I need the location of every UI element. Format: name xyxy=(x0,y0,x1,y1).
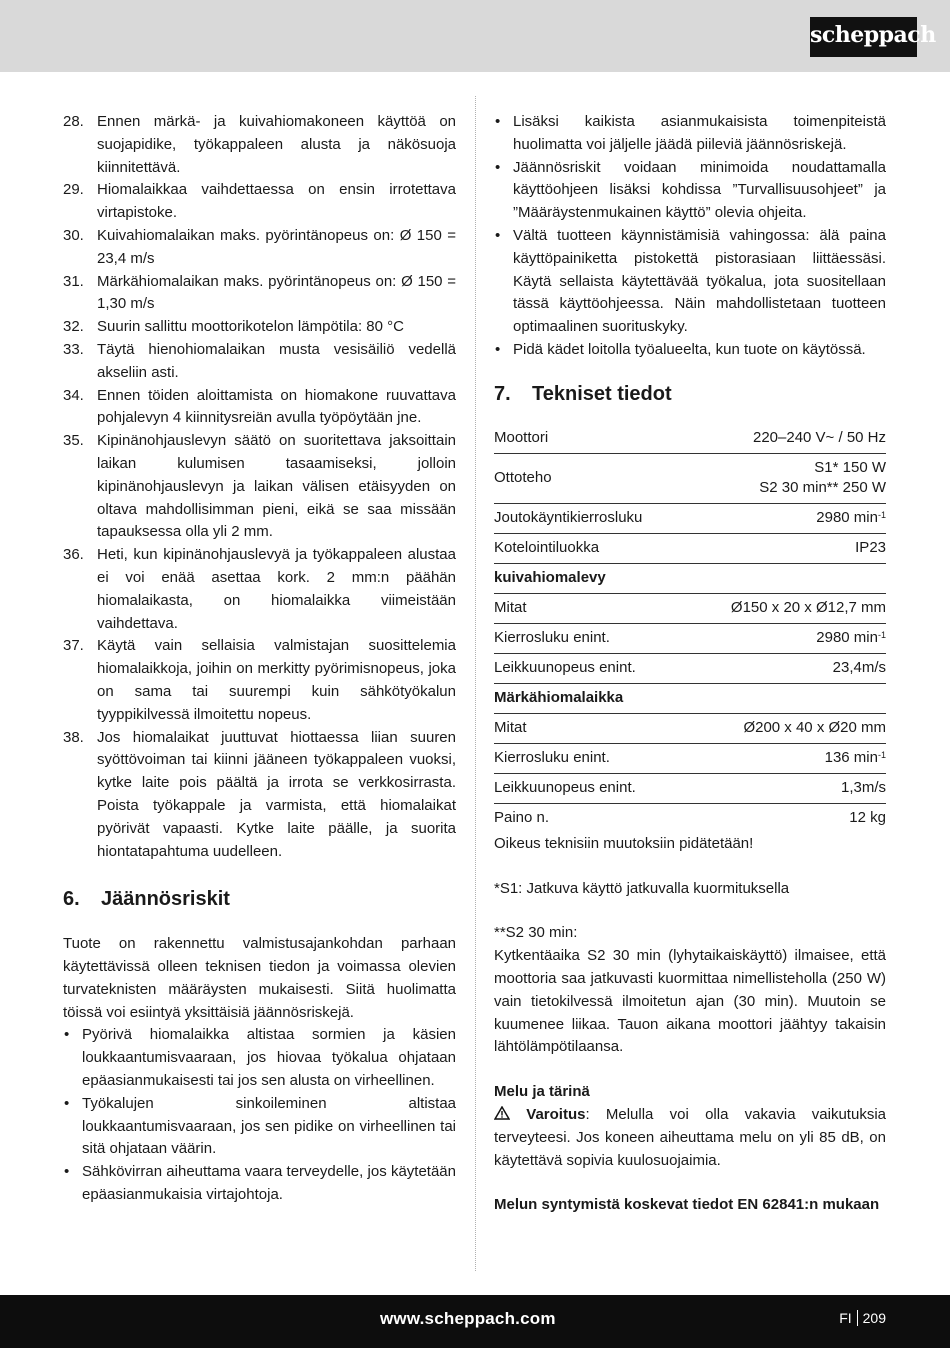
spec-label: Kotelointiluokka xyxy=(494,533,686,563)
spec-unit-exponent: -1 xyxy=(877,749,886,760)
spec-label: Kierrosluku enint. xyxy=(494,743,686,773)
list-item: • Jäännösriskit voidaan minimoida noudattamalla käyttöohjeen lisäksi kohdissa ”Turvallisuusohjeet” ja ”Määräystenmukainen käyttö” olevia ohjeita. xyxy=(494,157,886,225)
section-title: Jäännösriskit xyxy=(101,888,230,911)
website-link[interactable]: www.scheppach.com xyxy=(380,1309,556,1328)
spec-label: Kierrosluku enint. xyxy=(494,623,686,653)
section-number: 6. xyxy=(63,888,80,911)
item-number: 32. xyxy=(63,318,84,336)
list-item xyxy=(63,544,456,635)
table-group-row xyxy=(494,683,886,713)
item-number: 38. xyxy=(63,728,84,746)
item-number: 33. xyxy=(63,340,84,358)
table-row xyxy=(494,713,886,743)
list-item: • Pidä kädet loitolla työalueelta, kun tuote on käytössä. xyxy=(494,339,886,362)
item-text: Heti, kun kipinänohjauslevyä ja työkappaleen alustaa ei voi enää asettaa kork. 2 mm:n päähän hiomalaikasta, on hiomalaikka viimeistään vaihdettava. xyxy=(97,546,456,632)
spec-group-label: kuivahiomalevy xyxy=(494,563,886,593)
spec-value: IP23 xyxy=(686,533,886,563)
spec-value: Ø200 x 40 x Ø20 mm xyxy=(686,713,886,743)
table-row xyxy=(494,424,886,454)
item-text: Ennen töiden aloittamista on hiomakone ruuvattava pohjalevyn 4 kiinnitysreiän avulla työpöytään jne. xyxy=(97,386,456,427)
spec-value-line: S1* 150 W xyxy=(814,458,886,476)
item-number: 28. xyxy=(63,113,84,130)
section-title: Tekniset tiedot xyxy=(532,382,672,405)
tech-spec-table xyxy=(494,424,886,833)
noise-warning xyxy=(494,1104,886,1172)
list-item: • Pyörivä hiomalaikka altistaa sormien ja käsien loukkaantumisvaaraan, jos hiovaa työkalua ohjataan epäasianmukaisesti tai jos sen alusta on virheellinen. xyxy=(63,1024,456,1092)
item-text: Ennen märkä- ja kuivahiomakoneen käyttöä on suojapidike, työkappaleen alusta ja näkösuoja kiinnitettävä. xyxy=(97,113,456,176)
item-number: 36. xyxy=(63,546,84,564)
risk-bullet-list xyxy=(63,1024,456,1206)
spec-value: 1,3m/s xyxy=(686,773,886,803)
spec-value-text: 2980 min xyxy=(816,628,878,646)
item-text: Täytä hienohiomalaikan musta vesisäiliö vedellä akseliin asti. xyxy=(97,340,456,381)
spec-label: Leikkuunopeus enint. xyxy=(494,653,686,683)
table-row xyxy=(494,623,886,653)
list-item xyxy=(63,271,456,317)
spec-value: 220–240 V~ / 50 Hz xyxy=(686,424,886,454)
spec-label: Ottoteho xyxy=(494,453,686,503)
section-7-heading xyxy=(494,382,886,406)
separator xyxy=(857,1310,858,1326)
item-text: Hiomalaikkaa vaihdettaessa on ensin irrotettava virtapistoke. xyxy=(97,181,456,222)
table-row xyxy=(494,743,886,773)
warning-triangle-icon xyxy=(494,1105,510,1119)
spec-label: Mitat xyxy=(494,713,686,743)
table-row xyxy=(494,773,886,803)
spec-group-label: Märkähiomalaikka xyxy=(494,683,886,713)
s1-note: *S1: Jatkuva käyttö jatkuvalla kuormituksella xyxy=(494,879,790,897)
scheppach-logo xyxy=(810,17,936,57)
rights-note: Oikeus teknisiin muutoksiin pidätetään! xyxy=(494,834,754,852)
list-item: • Vältä tuotteen käynnistämisiä vahingossa: älä paina käyttöpainiketta pistokettä pistorasiaan liittäessäsi. Käytä sellaista käytettävää työkalua, jota suositellaan tässä käyttöohjeessa. Näin mahdollistetaan tuotteen optimaalinen suorituskyky. xyxy=(494,225,886,339)
spec-label: Mitat xyxy=(494,593,686,623)
item-number: 37. xyxy=(63,637,84,655)
spec-label: Leikkuunopeus enint. xyxy=(494,773,686,803)
spec-label: Joutokäyntikierrosluku xyxy=(494,503,686,533)
spec-label: Paino n. xyxy=(494,808,550,826)
spec-value xyxy=(686,743,886,773)
page-indicator xyxy=(839,1310,886,1326)
table-row xyxy=(494,803,886,833)
list-item: • Sähkövirran aiheuttama vaara terveydelle, jos käytetään epäasianmukaisia virtajohtoja. xyxy=(63,1161,456,1207)
s2-text: Kytkentäaika S2 30 min (lyhytaikaiskäyttö) ilmaisee, että moottoria saa jatkuvasti kuormittaa nimellisteholla (250 W) vain tietokilvessä ilmoitetun ajan (30 min). Muutoin se kuumenee liikaa. Tauon aikana moottori jäähtyy takaisin lähtölämpötilaansa. xyxy=(494,947,886,1056)
noise-data-title: Melun syntymistä koskevat tiedot EN 62841:n mukaan xyxy=(494,1196,880,1214)
footer-bar xyxy=(0,1295,950,1348)
noise-title: Melu ja tärinä xyxy=(494,1083,590,1101)
spec-value: 23,4m/s xyxy=(686,653,886,683)
warning-label: Varoitus xyxy=(526,1105,586,1123)
item-text: Kipinänohjauslevyn säätö on suoritettava jaksoittain laikan kulumisen tasaamiseksi, jolloin kipinänohjauslevyn ja laikan välisen etäisyyden on oltava mahdollisimman pieni, eikä se saa missään tapauksessa olla yli 2 mm. xyxy=(97,432,456,541)
table-group-row xyxy=(494,563,886,593)
list-item xyxy=(63,635,456,726)
language-code: FI xyxy=(839,1310,852,1326)
table-row xyxy=(494,533,886,563)
list-item xyxy=(63,727,456,864)
table-row xyxy=(494,453,886,503)
list-item xyxy=(63,179,456,225)
table-row xyxy=(494,503,886,533)
numbered-list xyxy=(63,111,456,863)
spec-value xyxy=(686,453,886,503)
list-item: • Lisäksi kaikista asianmukaisista toimenpiteistä huolimatta voi jäljelle jäädä piileviä jäännösriskejä. xyxy=(494,111,886,157)
warning-text: : Melulla voi olla vakavia vaikutuksia terveyteesi. Jos koneen aiheuttama melu on yli 85 dB, on käytettävä sopivia kuulosuojaimia. xyxy=(494,1105,886,1169)
spec-value-line: S2 30 min** 250 W xyxy=(759,478,886,496)
list-item xyxy=(63,225,456,271)
item-number: 29. xyxy=(63,181,84,199)
section-6-intro: Tuote on rakennettu valmistusajankohdan parhaan käytettävissä olleen teknisen tiedon ja voimassa olevien turvateknisten määräysten mukaisesti. Siitä huolimatta töissä voi esiintyä yksittäisiä jäännösriskejä. xyxy=(63,935,456,1021)
section-number: 7. xyxy=(494,382,511,405)
item-text: Märkähiomalaikan maks. pyörintänopeus on: Ø 150 = 1,30 m/s xyxy=(97,272,456,313)
spec-unit-exponent: -1 xyxy=(877,629,886,640)
spec-value-text: 136 min xyxy=(824,748,878,766)
list-item xyxy=(63,385,456,431)
list-item xyxy=(63,111,456,179)
section-6-heading xyxy=(63,887,456,911)
residual-risk-bullets xyxy=(494,111,886,362)
item-text: Jos hiomalaikat juuttuvat hiottaessa liian suuren syöttövoiman tai kiinni jääneen työkappaleen vuoksi, kytke laite pois päältä ja irrota se verkkosirrasta. Poista työkappale ja varmista, että hiomalaikat pyörivät vapaasti. Kytke laite päälle, ja suorita hiontatapahtuma uudelleen. xyxy=(97,728,456,860)
table-row xyxy=(494,593,886,623)
list-item xyxy=(63,339,456,385)
table-row xyxy=(494,653,886,683)
header-band xyxy=(0,0,950,72)
spec-value xyxy=(686,503,886,533)
right-column xyxy=(494,111,886,1217)
item-number: 35. xyxy=(63,432,84,450)
spec-value-text: 2980 min xyxy=(816,508,878,526)
spec-unit-exponent: -1 xyxy=(877,509,886,520)
list-item: • Työkalujen sinkoileminen altistaa loukkaantumisvaaraan, jos sen pidike on virheellinen tai sitä ohjataan väärin. xyxy=(63,1093,456,1161)
list-item xyxy=(63,316,456,339)
item-number: 31. xyxy=(63,272,84,290)
item-number: 34. xyxy=(63,386,84,404)
list-item xyxy=(63,430,456,544)
column-divider xyxy=(475,96,476,1271)
spec-value xyxy=(686,623,886,653)
spec-value: 12 kg xyxy=(849,808,886,826)
spec-value: Ø150 x 20 x Ø12,7 mm xyxy=(686,593,886,623)
item-text: Kuivahiomalaikan maks. pyörintänopeus on: Ø 150 = 23,4 m/s xyxy=(97,226,456,267)
s2-title: **S2 30 min: xyxy=(494,924,578,942)
item-text: Käytä vain sellaisia valmistajan suosittelemia hiomalaikkoja, joihin on merkitty pyörimisnopeus, joka on sama tai suurempi kuin sähkötyökalun tyyppikilvessä ilmoitettu nopeus. xyxy=(97,637,456,723)
logo-text: scheppach xyxy=(810,22,936,48)
item-number: 30. xyxy=(63,226,84,244)
item-text: Suurin sallittu moottorikotelon lämpötila: 80 °C xyxy=(97,318,404,336)
page-number: 209 xyxy=(862,1310,886,1326)
spec-label: Moottori xyxy=(494,424,686,454)
left-column xyxy=(63,111,456,1207)
